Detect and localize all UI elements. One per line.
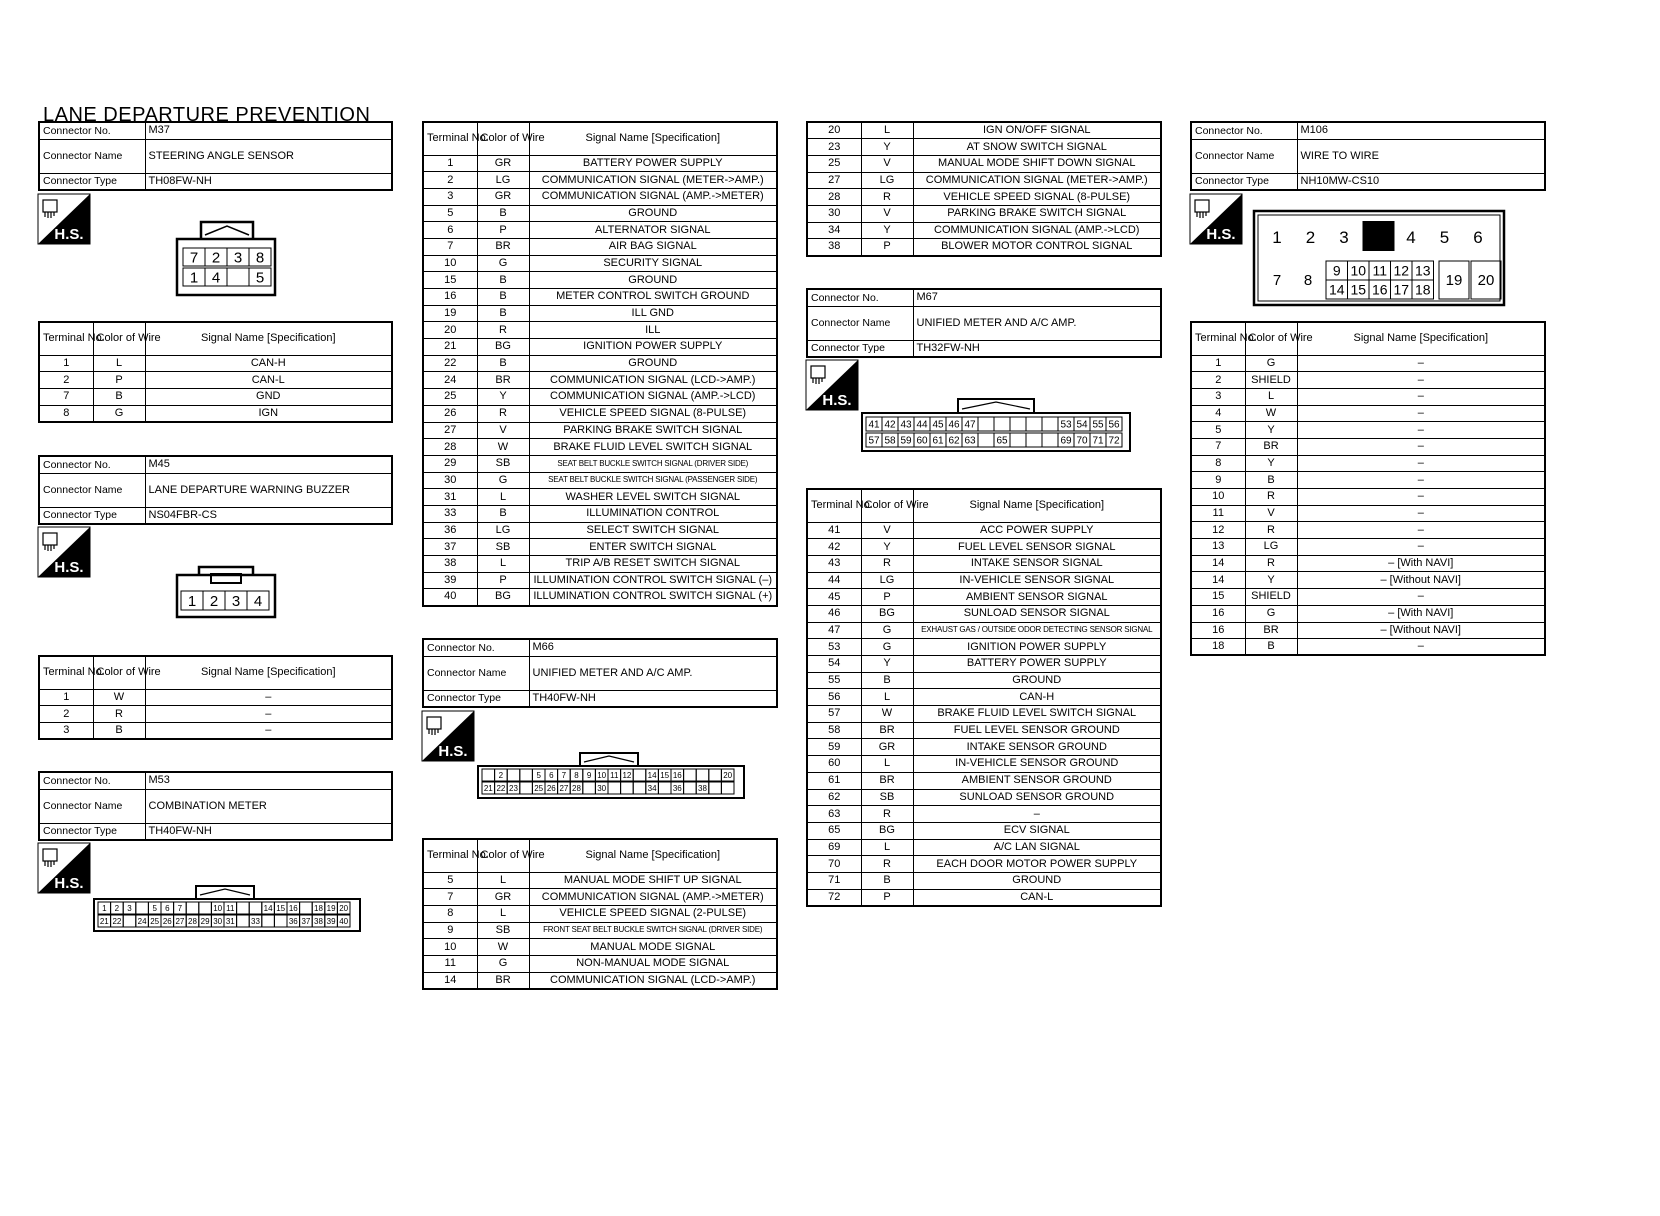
table-row: 38 P BLOWER MOTOR CONTROL SIGNAL	[807, 239, 1161, 256]
table-row: 7 GR COMMUNICATION SIGNAL (AMP.->METER)	[423, 889, 777, 906]
pin-label: 1	[102, 903, 107, 913]
m66-signal-table: Terminal No. Color of Wire Signal Name [Specification] 5 L MANUAL MODE SHIFT UP SIGNAL 7 GR COMMUNICATION SIGNAL (AMP.->METER) 8 L VEHICLE SPEED SIGNAL (2-PULSE) 9 SB FRONT SEAT BELT BUCKLE SWITCH SIGNAL (DRIVER SIDE) 10 W MANUAL MODE SIGNAL 11 G NON-MANUAL MODE SIGNAL 14 BR COMMUNICATION SIGNAL (LCD->AMP.)	[422, 838, 778, 990]
pin-label: 25	[150, 916, 160, 926]
table-row: 37 SB ENTER SWITCH SIGNAL	[423, 539, 777, 556]
pin-label: 62	[948, 435, 960, 447]
m106-signal-table: Terminal No. Color of Wire Signal Name [Specification] 1 G – 2 SHIELD – 3 L – 4 W – 5 Y – 7 BR – 8 Y – 9 B – 10 R – 11 V – 12 R – 13 LG – 14 R – [With NAVI] 14 Y – [Without NAVI] 15 SHIELD – 16 G – [With NAVI] 16 BR – [Without NAVI] 18 B –	[1190, 321, 1546, 656]
pin-label: 29	[200, 916, 210, 926]
pin-label: 16	[288, 903, 298, 913]
table-row: 7 B GND	[39, 388, 392, 405]
table-row: 53 G IGNITION POWER SUPPLY	[807, 639, 1161, 656]
pin-label: 63	[964, 435, 976, 447]
pin-label: 11	[610, 770, 619, 780]
pin-label: 11	[226, 903, 235, 913]
table-row: 28 R VEHICLE SPEED SIGNAL (8-PULSE)	[807, 189, 1161, 206]
table-row: 65 BG ECV SIGNAL	[807, 822, 1161, 839]
pin-label: 28	[188, 916, 197, 926]
pin-label: 27	[559, 783, 569, 793]
table-row: 29 SB SEAT BELT BUCKLE SWITCH SIGNAL (DRIVER SIDE)	[423, 455, 777, 472]
pin-label: 28	[572, 783, 581, 793]
table-row: 3 B –	[39, 722, 392, 739]
pin-label: 34	[647, 783, 657, 793]
pin-label: 14	[263, 903, 273, 913]
table-row: 26 R VEHICLE SPEED SIGNAL (8-PULSE)	[423, 405, 777, 422]
table-row: 16 BR – [Without NAVI]	[1191, 622, 1545, 639]
table-row: 2 R –	[39, 706, 392, 723]
table-row: 13 LG –	[1191, 539, 1545, 556]
pin-label: 4	[211, 269, 221, 287]
table-row: 16 G – [With NAVI]	[1191, 605, 1545, 622]
pin-label: 3	[233, 249, 243, 267]
pin-label: 42	[884, 419, 896, 431]
table-row: 45 P AMBIENT SENSOR SIGNAL	[807, 589, 1161, 606]
pin-label: 22	[112, 916, 122, 926]
pin-label: 20	[723, 770, 733, 780]
pin-label: 71	[1092, 435, 1104, 447]
table-row: 31 L WASHER LEVEL SWITCH SIGNAL	[423, 489, 777, 506]
pin-label: 8	[574, 770, 579, 780]
pin-label: 45	[932, 419, 944, 431]
table-row: 16 B METER CONTROL SWITCH GROUND	[423, 289, 777, 306]
pin-label: 60	[916, 435, 928, 447]
m53-signal-table: Terminal No. Color of Wire Signal Name [Specification] 1 GR BATTERY POWER SUPPLY 2 LG COMMUNICATION SIGNAL (METER->AMP.) 3 GR COMMUNICATION SIGNAL (AMP.->METER) 5 B GROUND 6 P ALTERNATOR SIGNAL 7 BR AIR BAG SIGNAL 10 G SECURITY SIGNAL 15 B GROUND 16 B METER CONTROL SWITCH GROUND 19 B ILL GND 20 R ILL 21 BG IGNITION POWER SUPPLY 22 B GROUND 24 BR COMMUNICATION SIGNAL (LCD->AMP.) 25 Y COMMUNICATION SIGNAL (AMP.->LCD) 26 R VEHICLE SPEED SIGNAL (8-PULSE) 27 V PARKING BRAKE SWITCH SIGNAL 28 W BRAKE FLUID LEVEL SWITCH SIGNAL 29 SB SEAT BELT BUCKLE SWITCH SIGNAL (DRIVER SIDE) 30 G SEAT BELT BUCKLE SWITCH SIGNAL (PASSENGER SIDE) 31 L WASHER LEVEL SWITCH SIGNAL 33 B ILLUMINATION CONTROL 36 LG SELECT SWITCH SIGNAL 37 SB ENTER SWITCH SIGNAL 38 L TRIP A/B RESET SWITCH SIGNAL 39 P ILLUMINATION CONTROL SWITCH SIGNAL (–) 40 BG ILLUMINATION CONTROL SWITCH SIGNAL (+)	[422, 121, 778, 607]
svg-text:1: 1	[1272, 228, 1282, 247]
pin-label: 20	[339, 903, 349, 913]
table-row: 25 Y COMMUNICATION SIGNAL (AMP.->LCD)	[423, 389, 777, 406]
pin-label: 30	[597, 783, 607, 793]
pin-label: 5	[536, 770, 541, 780]
m67-info-table: Connector No. M67 Connector Name UNIFIED METER AND A/C AMP. Connector Type TH32FW-NH	[806, 288, 1162, 358]
pin-label: 65	[996, 435, 1008, 447]
table-row: 15 B GROUND	[423, 272, 777, 289]
table-row: 23 Y AT SNOW SWITCH SIGNAL	[807, 139, 1161, 156]
pin-label: 2	[211, 249, 221, 267]
table-row: 70 R EACH DOOR MOTOR POWER SUPPLY	[807, 856, 1161, 873]
pin-label: 36	[288, 916, 298, 926]
table-row: 6 P ALTERNATOR SIGNAL	[423, 222, 777, 239]
svg-text:H.S.: H.S.	[438, 743, 468, 760]
table-row: 7 BR –	[1191, 438, 1545, 455]
svg-text:6: 6	[1473, 228, 1483, 247]
svg-text:8: 8	[1303, 272, 1313, 289]
m45-signal-table: Terminal No. Color of Wire Signal Name [Specification] 1 W – 2 R – 3 B –	[38, 655, 393, 740]
pin-label: 24	[137, 916, 147, 926]
pin-label: 10	[1350, 262, 1367, 279]
svg-text:H.S.: H.S.	[54, 226, 84, 243]
pin-label: 38	[698, 783, 707, 793]
pin-label: 38	[314, 916, 323, 926]
pin-label: 10	[597, 770, 607, 780]
table-row: 5 B GROUND	[423, 205, 777, 222]
table-row: 54 Y BATTERY POWER SUPPLY	[807, 656, 1161, 673]
table-row: 10 W MANUAL MODE SIGNAL	[423, 939, 777, 956]
pin-label: 13	[1414, 262, 1431, 279]
table-row: 3 GR COMMUNICATION SIGNAL (AMP.->METER)	[423, 188, 777, 205]
svg-text:4: 4	[1406, 228, 1416, 247]
pin-label: 56	[1108, 419, 1120, 431]
m45-connector-face	[175, 565, 279, 624]
table-row: 30 G SEAT BELT BUCKLE SWITCH SIGNAL (PASSENGER SIDE)	[423, 472, 777, 489]
pin-label: 16	[672, 770, 682, 780]
pin-label: 41	[868, 419, 880, 431]
pin-label: 9	[1332, 262, 1341, 279]
table-row: 14 Y – [Without NAVI]	[1191, 572, 1545, 589]
table-row: 62 SB SUNLOAD SENSOR GROUND	[807, 789, 1161, 806]
pin-label: 2	[209, 592, 219, 610]
pin-label: 39	[326, 916, 336, 926]
table-row: 21 BG IGNITION POWER SUPPLY	[423, 339, 777, 356]
m45-info-table: Connector No. M45 Connector Name LANE DEPARTURE WARNING BUZZER Connector Type NS04FBR-CS	[38, 455, 393, 525]
svg-text:7: 7	[1272, 272, 1282, 289]
m67-connector-face	[860, 397, 1132, 458]
table-row: 42 Y FUEL LEVEL SENSOR SIGNAL	[807, 539, 1161, 556]
table-row: 2 LG COMMUNICATION SIGNAL (METER->AMP.)	[423, 172, 777, 189]
pin-label: 59	[900, 435, 912, 447]
pin-label: 5	[152, 903, 157, 913]
svg-text:3: 3	[1339, 228, 1349, 247]
pin-label: 2	[498, 770, 504, 780]
page-title: LANE DEPARTURE PREVENTION	[43, 104, 371, 126]
table-row: 61 BR AMBIENT SENSOR GROUND	[807, 772, 1161, 789]
svg-text:19: 19	[1445, 272, 1463, 289]
pin-label: 14	[1328, 281, 1345, 298]
table-row: 72 P CAN-L	[807, 889, 1161, 906]
table-row: 14 R – [With NAVI]	[1191, 555, 1545, 572]
pin-label: 53	[1060, 419, 1072, 431]
table-row: 56 L CAN-H	[807, 689, 1161, 706]
pin-label: 10	[213, 903, 223, 913]
pin-label: 43	[900, 419, 912, 431]
pin-label: 16	[1371, 281, 1388, 298]
pin-label: 12	[1393, 262, 1410, 279]
pin-label: 61	[932, 435, 944, 447]
pin-label: 3	[231, 592, 241, 610]
m53-connector-face	[92, 883, 364, 938]
table-row: 71 B GROUND	[807, 872, 1161, 889]
pin-label: 23	[509, 783, 518, 793]
table-row: 18 B –	[1191, 639, 1545, 656]
table-row: 55 B GROUND	[807, 672, 1161, 689]
pin-label: 15	[660, 770, 670, 780]
pin-label: 5	[255, 269, 265, 287]
table-row: 57 W BRAKE FLUID LEVEL SWITCH SIGNAL	[807, 706, 1161, 723]
pin-label: 19	[326, 903, 336, 913]
table-row: 41 V ACC POWER SUPPLY	[807, 522, 1161, 539]
m66-connector-face	[476, 750, 748, 805]
table-row: 25 V MANUAL MODE SHIFT DOWN SIGNAL	[807, 155, 1161, 172]
pin-label: 1	[187, 592, 197, 610]
pin-label: 36	[672, 783, 682, 793]
table-row: 10 G SECURITY SIGNAL	[423, 255, 777, 272]
pin-label: 6	[165, 903, 170, 913]
svg-text:20: 20	[1477, 272, 1495, 289]
table-row: 14 BR COMMUNICATION SIGNAL (LCD->AMP.)	[423, 972, 777, 989]
table-row: 27 V PARKING BRAKE SWITCH SIGNAL	[423, 422, 777, 439]
pin-label: 14	[647, 770, 657, 780]
table-row: 8 Y –	[1191, 455, 1545, 472]
m66-signal-table-continued	[806, 121, 1162, 257]
table-row: 59 GR INTAKE SENSOR GROUND	[807, 739, 1161, 756]
pin-label: 46	[948, 419, 960, 431]
table-row: 33 B ILLUMINATION CONTROL	[423, 505, 777, 522]
table-row: 1 W –	[39, 689, 392, 706]
table-row: 12 R –	[1191, 522, 1545, 539]
table-row: 9 B –	[1191, 472, 1545, 489]
table-row: 11 G NON-MANUAL MODE SIGNAL	[423, 955, 777, 972]
pin-label: 21	[99, 916, 109, 926]
hs-icon	[1190, 194, 1242, 244]
svg-text:H.S.: H.S.	[54, 559, 84, 576]
svg-text:H.S.: H.S.	[822, 392, 852, 409]
hs-icon	[38, 843, 90, 893]
svg-text:H.S.: H.S.	[54, 875, 84, 892]
table-row: 3 L –	[1191, 388, 1545, 405]
table-row: 40 BG ILLUMINATION CONTROL SWITCH SIGNAL (+)	[423, 589, 777, 606]
table-row: 8 G IGN	[39, 405, 392, 422]
table-row: 69 L A/C LAN SIGNAL	[807, 839, 1161, 856]
pin-label: 9	[586, 770, 592, 780]
table-row: 19 B ILL GND	[423, 305, 777, 322]
pin-label: 26	[546, 783, 556, 793]
pin-label: 47	[964, 419, 976, 431]
table-row: 27 LG COMMUNICATION SIGNAL (METER->AMP.)	[807, 172, 1161, 189]
table-row: 1 GR BATTERY POWER SUPPLY	[423, 155, 777, 172]
table-row: 63 R –	[807, 806, 1161, 823]
pin-label: 72	[1108, 435, 1120, 447]
pin-label: 7	[177, 903, 183, 913]
m53-info-table: Connector No. M53 Connector Name COMBINATION METER Connector Type TH40FW-NH	[38, 771, 393, 841]
table-row: 20 L IGN ON/OFF SIGNAL	[807, 122, 1161, 139]
pin-label: 7	[561, 770, 567, 780]
pin-label: 70	[1076, 435, 1088, 447]
pin-label: 40	[339, 916, 349, 926]
m66-info-table: Connector No. M66 Connector Name UNIFIED METER AND A/C AMP. Connector Type TH40FW-NH	[422, 638, 778, 708]
pin-label: 11	[1372, 262, 1388, 279]
hs-icon	[38, 527, 90, 577]
pin-label: 25	[534, 783, 544, 793]
pin-label: 58	[884, 435, 896, 447]
pin-label: 18	[1414, 281, 1431, 298]
pin-label: 6	[549, 770, 554, 780]
svg-text:H.S.: H.S.	[1206, 226, 1236, 243]
table-row: 24 BR COMMUNICATION SIGNAL (LCD->AMP.)	[423, 372, 777, 389]
svg-text:5: 5	[1439, 228, 1450, 247]
pin-label: 57	[868, 435, 880, 447]
hs-icon	[422, 711, 474, 761]
table-row: 9 SB FRONT SEAT BELT BUCKLE SWITCH SIGNAL (DRIVER SIDE)	[423, 922, 777, 939]
table-row: 10 R –	[1191, 489, 1545, 506]
pin-label: 33	[251, 916, 260, 926]
pin-label: 8	[255, 249, 265, 267]
pin-label: 37	[301, 916, 311, 926]
table-row: 2 P CAN-L	[39, 372, 392, 389]
table-row: 38 L TRIP A/B RESET SWITCH SIGNAL	[423, 556, 777, 573]
table-row: 60 L IN-VEHICLE SENSOR GROUND	[807, 756, 1161, 773]
pin-label: 3	[127, 903, 132, 913]
table-row: 7 BR AIR BAG SIGNAL	[423, 238, 777, 255]
pin-label: 18	[314, 903, 323, 913]
table-row: 47 G EXHAUST GAS / OUTSIDE ODOR DETECTING SENSOR SIGNAL	[807, 622, 1161, 639]
pin-label: 15	[1350, 281, 1367, 298]
table-row: 34 Y COMMUNICATION SIGNAL (AMP.->LCD)	[807, 222, 1161, 239]
table-row: 20 R ILL	[423, 322, 777, 339]
pin-label: 22	[496, 783, 506, 793]
m67-signal-table: Terminal No. Color of Wire Signal Name [Specification] 41 V ACC POWER SUPPLY 42 Y FUEL LEVEL SENSOR SIGNAL 43 R INTAKE SENSOR SIGNAL 44 LG IN-VEHICLE SENSOR SIGNAL 45 P AMBIENT SENSOR SIGNAL 46 BG SUNLOAD SENSOR SIGNAL 47 G EXHAUST GAS / OUTSIDE ODOR DETECTING SENSOR SIGNAL 53 G IGNITION POWER SUPPLY 54 Y BATTERY POWER SUPPLY 55 B GROUND 56 L CAN-H 57 W BRAKE FLUID LEVEL SWITCH SIGNAL 58 BR FUEL LEVEL SENSOR GROUND 59 GR INTAKE SENSOR GROUND 60 L IN-VEHICLE SENSOR GROUND 61 BR AMBIENT SENSOR GROUND 62 SB SUNLOAD SENSOR GROUND 63 R – 65 BG ECV SIGNAL 69 L A/C LAN SIGNAL 70 R EACH DOOR MOTOR POWER SUPPLY 71 B GROUND 72 P CAN-L	[806, 488, 1162, 907]
table-row: 1 L CAN-H	[39, 355, 392, 372]
pin-label: 55	[1092, 419, 1104, 431]
pin-label: 4	[253, 592, 263, 610]
table-row: 5 Y –	[1191, 422, 1545, 439]
m106-connector-face	[1252, 209, 1508, 312]
pin-label: 69	[1060, 435, 1072, 447]
m37-info-table: Connector No. M37 Connector Name STEERING ANGLE SENSOR Connector Type TH08FW-NH	[38, 121, 393, 191]
pin-label: 12	[622, 770, 632, 780]
hs-icon	[38, 194, 90, 244]
table-row: 8 L VEHICLE SPEED SIGNAL (2-PULSE)	[423, 905, 777, 922]
table-row: 39 P ILLUMINATION CONTROL SWITCH SIGNAL (–)	[423, 572, 777, 589]
table-row: 11 V –	[1191, 505, 1545, 522]
pin-label: 30	[213, 916, 223, 926]
m37-connector-face	[175, 219, 279, 302]
table-row: 30 V PARKING BRAKE SWITCH SIGNAL	[807, 205, 1161, 222]
pin-label: 17	[1393, 281, 1410, 298]
pin-label: 44	[916, 419, 928, 431]
table-row: 4 W –	[1191, 405, 1545, 422]
table-row: 2 SHIELD –	[1191, 372, 1545, 389]
table-row: 46 BG SUNLOAD SENSOR SIGNAL	[807, 605, 1161, 622]
pin-label: 2	[114, 903, 120, 913]
table-row: 43 R INTAKE SENSOR SIGNAL	[807, 555, 1161, 572]
pin-label: 15	[276, 903, 286, 913]
table-row: 28 W BRAKE FLUID LEVEL SWITCH SIGNAL	[423, 439, 777, 456]
table-row: 44 LG IN-VEHICLE SENSOR SIGNAL	[807, 572, 1161, 589]
pin-label: 27	[175, 916, 185, 926]
table-row: 36 LG SELECT SWITCH SIGNAL	[423, 522, 777, 539]
table-row: 1 G –	[1191, 355, 1545, 372]
pin-label: 26	[162, 916, 172, 926]
m106-info-table: Connector No. M106 Connector Name WIRE TO WIRE Connector Type NH10MW-CS10	[1190, 121, 1546, 191]
svg-text:2: 2	[1305, 228, 1316, 247]
pin-label: 7	[189, 249, 199, 267]
table-row: 22 B GROUND	[423, 355, 777, 372]
table-row: 15 SHIELD –	[1191, 589, 1545, 606]
pin-label: 1	[189, 269, 199, 287]
m37-signal-table: Terminal No. Color of Wire Signal Name [Specification] 1 L CAN-H 2 P CAN-L 7 B GND 8 G IGN	[38, 321, 393, 423]
pin-label: 54	[1076, 419, 1088, 431]
table-row: 58 BR FUEL LEVEL SENSOR GROUND	[807, 722, 1161, 739]
pin-label: 21	[483, 783, 493, 793]
pin-label: 31	[225, 916, 235, 926]
hs-icon	[806, 360, 858, 410]
table-row: 5 L MANUAL MODE SHIFT UP SIGNAL	[423, 872, 777, 889]
